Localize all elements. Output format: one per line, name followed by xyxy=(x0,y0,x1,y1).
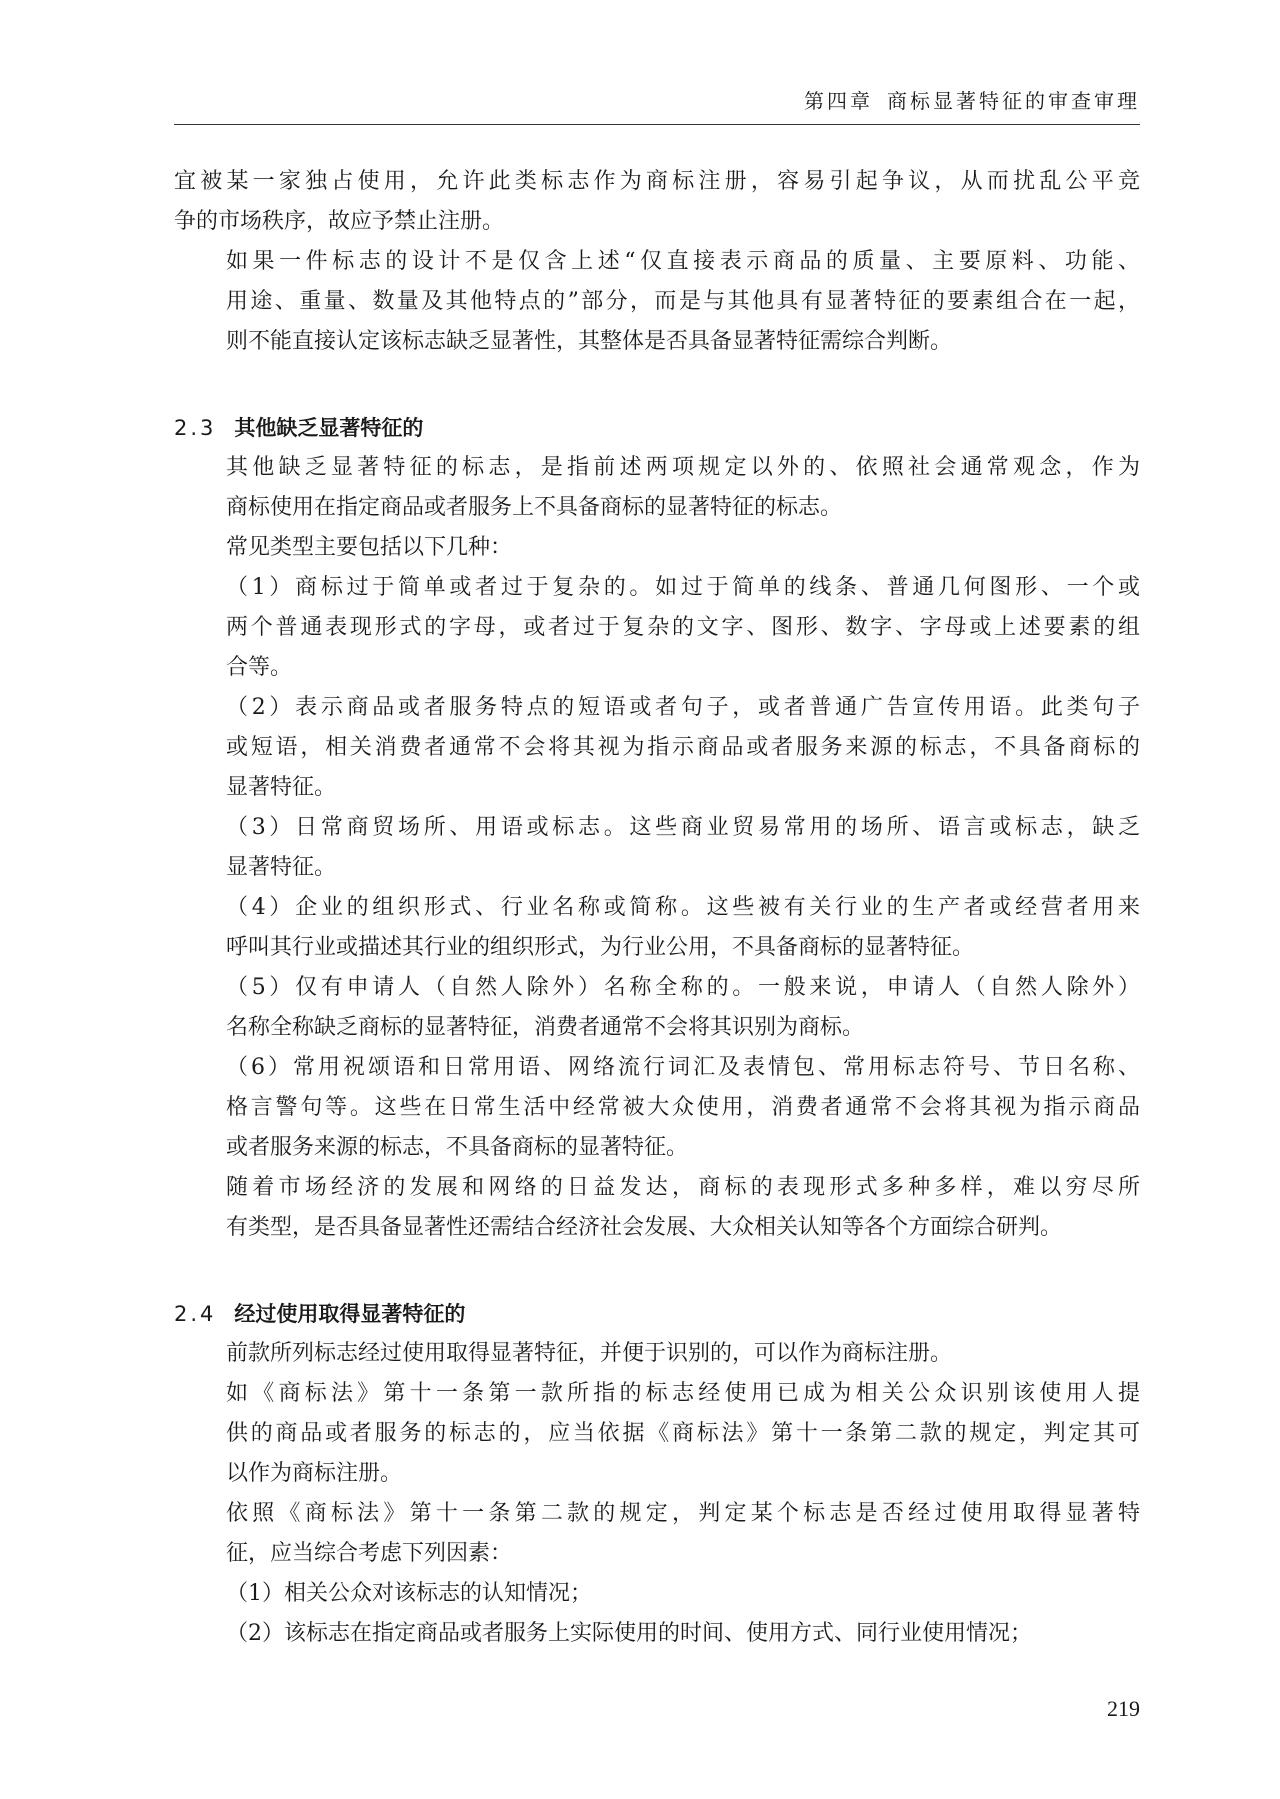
text-line: 合等。 xyxy=(226,655,293,680)
text-line: 则不能直接认定该标志缺乏显著性，其整体是否具备显著特征需综合判断。 xyxy=(226,329,953,354)
text-line: 呼叫其行业或描述其行业的组织形式，为行业公用，不具备商标的显著特征。 xyxy=(226,935,975,960)
text-line: 供的商品或者服务的标志的，应当依据《商标法》第十一条第二款的规定，判定其可 xyxy=(226,1421,1140,1446)
text-line: 两个普通表现形式的字母，或者过于复杂的文字、图形、数字、字母或上述要素的组 xyxy=(226,615,1140,640)
text-line: 显著特征。 xyxy=(226,775,337,800)
paragraph xyxy=(174,448,1140,528)
paragraph xyxy=(174,162,1140,242)
paragraph xyxy=(174,1614,1140,1654)
text-line: 显著特征。 xyxy=(226,855,337,880)
text-line: 随着市场经济的发展和网络的日益发达，商标的表现形式多种多样，难以穷尽所 xyxy=(226,1175,1140,1200)
paragraph xyxy=(174,528,1140,568)
text-line: （6）常用祝颂语和日常用语、网络流行词汇及表情包、常用标志符号、节日名称、 xyxy=(226,1055,1140,1080)
section-title: 经过使用取得显著特征的 xyxy=(234,1302,466,1326)
text-line: 商标使用在指定商品或者服务上不具备商标的显著特征的标志。 xyxy=(226,495,843,520)
paragraph xyxy=(174,688,1140,808)
text-line: 前款所列标志经过使用取得显著特征，并便于识别的，可以作为商标注册。 xyxy=(226,1341,953,1366)
section-2-3-body xyxy=(174,448,1140,1248)
section-2-4-body xyxy=(174,1334,1140,1654)
text-line: 征，应当综合考虑下列因素： xyxy=(226,1541,513,1566)
text-line: 以作为商标注册。 xyxy=(226,1461,403,1486)
text-line: （2）该标志在指定商品或者服务上实际使用的时间、使用方式、同行业使用情况； xyxy=(226,1621,1032,1646)
paragraph xyxy=(174,1574,1140,1614)
paragraph xyxy=(174,1494,1140,1574)
paragraph xyxy=(174,808,1140,888)
section-number: 2.3 xyxy=(174,416,217,440)
text-line: （2）表示商品或者服务特点的短语或者句子，或者普通广告宣传用语。此类句子 xyxy=(226,695,1140,720)
text-line: 或短语，相关消费者通常不会将其视为指示商品或者服务来源的标志，不具备商标的 xyxy=(226,735,1140,760)
paragraph xyxy=(174,1374,1140,1494)
paragraph xyxy=(174,1334,1140,1374)
text-line: 格言警句等。这些在日常生活中经常被大众使用，消费者通常不会将其视为指示商品 xyxy=(226,1095,1140,1120)
text-line: （1）相关公众对该标志的认知情况； xyxy=(226,1581,592,1606)
text-line: 名称全称缺乏商标的显著特征，消费者通常不会将其识别为商标。 xyxy=(226,1015,865,1040)
intro-paragraphs xyxy=(174,162,1140,362)
text-line: 争的市场秩序，故应予禁止注册。 xyxy=(174,209,505,234)
header-title: 商标显著特征的审查审理 xyxy=(887,89,1140,113)
section-heading-2-3 xyxy=(174,408,1140,448)
text-line: （5）仅有申请人（自然人除外）名称全称的。一般来说，申请人（自然人除外） xyxy=(226,975,1140,1000)
paragraph xyxy=(174,568,1140,688)
paragraph xyxy=(174,1168,1140,1248)
text-line: 常见类型主要包括以下几种： xyxy=(226,535,513,560)
running-header xyxy=(174,84,1140,125)
text-line: 有类型，是否具备显著性还需结合经济社会发展、大众相关认知等各个方面综合研判。 xyxy=(226,1215,1063,1240)
text-line: 如《商标法》第十一条第一款所指的标志经使用已成为相关公众识别该使用人提 xyxy=(226,1381,1140,1406)
body-text xyxy=(174,162,1140,1654)
text-line: （3）日常商贸场所、用语或标志。这些商业贸易常用的场所、语言或标志，缺乏 xyxy=(226,815,1140,840)
paragraph xyxy=(174,968,1140,1048)
text-line: 其他缺乏显著特征的标志，是指前述两项规定以外的、依照社会通常观念，作为 xyxy=(226,455,1140,480)
text-line: 用途、重量、数量及其他特点的”部分，而是与其他具有显著特征的要素组合在一起， xyxy=(226,289,1140,314)
text-line: 或者服务来源的标志，不具备商标的显著特征。 xyxy=(226,1135,689,1160)
paragraph xyxy=(174,1048,1140,1168)
text-line: （4）企业的组织形式、行业名称或简称。这些被有关行业的生产者或经营者用来 xyxy=(226,895,1140,920)
header-chapter: 第四章 xyxy=(804,89,873,113)
paragraph xyxy=(174,888,1140,968)
text-line: （1）商标过于简单或者过于复杂的。如过于简单的线条、普通几何图形、一个或 xyxy=(226,575,1140,600)
text-line: 宜被某一家独占使用，允许此类标志作为商标注册，容易引起争议，从而扰乱公平竞 xyxy=(174,169,1140,194)
text-line: 依照《商标法》第十一条第二款的规定，判定某个标志是否经过使用取得显著特 xyxy=(226,1501,1140,1526)
text-line: 如果一件标志的设计不是仅含上述“仅直接表示商品的质量、主要原料、功能、 xyxy=(226,249,1140,274)
paragraph xyxy=(174,242,1140,362)
section-number: 2.4 xyxy=(174,1302,217,1326)
section-title: 其他缺乏显著特征的 xyxy=(234,416,424,440)
page-number: 219 xyxy=(1107,1696,1140,1721)
section-heading-2-4 xyxy=(174,1294,1140,1334)
